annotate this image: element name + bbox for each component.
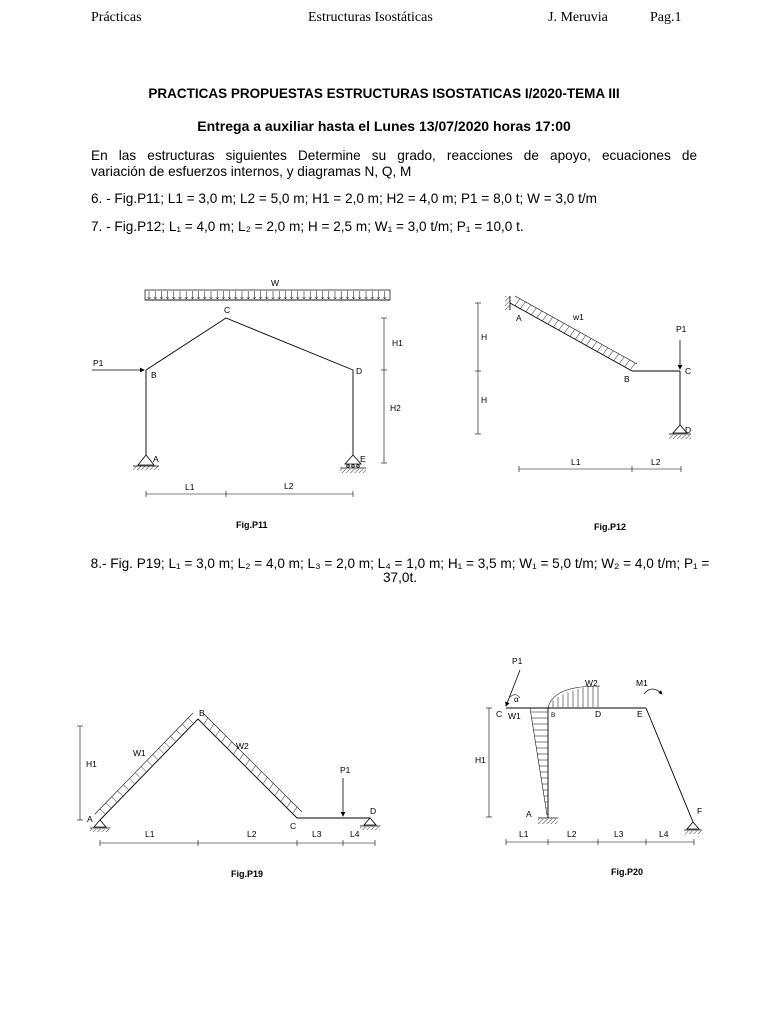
fig-p20-w1-load — [530, 708, 548, 815]
fig-p19-label-c: C — [290, 821, 297, 831]
load-arrow — [182, 724, 187, 729]
fig-p11-label-w: W — [271, 278, 280, 288]
fig-p12-distributed-load — [515, 296, 637, 370]
fig-p12-label-a: A — [516, 313, 522, 323]
load-arrow — [553, 320, 558, 327]
fig-p19-label-l4: L4 — [350, 829, 360, 839]
fig-p12-label-d: D — [685, 425, 692, 435]
fig-p20-frame — [506, 708, 693, 822]
fig-p19 — [77, 708, 380, 846]
load-arrow — [257, 771, 261, 777]
fig-p11 — [92, 278, 403, 497]
fig-p12-label-c: C — [685, 366, 692, 376]
fig-p19-label-h1: H1 — [86, 759, 97, 769]
fig-p12-label-p1: P1 — [676, 324, 687, 334]
load-arrow — [614, 354, 619, 361]
load-arrow — [106, 803, 111, 808]
page-subtitle: Entrega a auxiliar hasta el Lunes 13/07/2020 horas 17:00 — [197, 118, 571, 134]
fig-p20-w2-load — [548, 686, 600, 708]
load-arrow — [526, 305, 531, 312]
load-arrow — [293, 807, 297, 813]
problem-6: 6. - Fig.P11; L1 = 3,0 m; L2 = 5,0 m; H1 = 2,0 m; H2 = 4,0 m; P1 = 8,0 t; W = 3,0 t/m — [91, 191, 597, 206]
fig-p11-label-e: E — [360, 454, 366, 464]
load-arrow — [575, 332, 580, 339]
load-arrow — [216, 730, 220, 736]
fig-p20-label-w2: W2 — [585, 678, 598, 688]
fig-p19-label-l3: L3 — [312, 829, 322, 839]
fig-p11-label-h2: H2 — [390, 403, 401, 413]
header-section: Prácticas — [91, 10, 142, 25]
header-page: Pag.1 — [650, 10, 682, 25]
fig-p12 — [475, 296, 691, 472]
load-arrow — [188, 718, 193, 723]
load-arrow — [153, 754, 158, 759]
fig-p20-label-e: E — [637, 709, 643, 719]
fig-p11-frame — [146, 318, 353, 455]
fig-p20-label-p1: P1 — [512, 656, 523, 666]
fig-p19-label-l1: L1 — [145, 829, 155, 839]
fig-p20-label-l4: L4 — [659, 829, 669, 839]
load-arrow — [263, 777, 267, 783]
fig-p20-label-f: F — [697, 806, 703, 816]
load-arrow — [204, 718, 208, 724]
header-course: Estructuras Isostáticas — [308, 10, 433, 25]
fig-p19-label-p1: P1 — [340, 765, 351, 775]
fig-p19-label-w2: W2 — [236, 741, 249, 751]
load-arrow — [548, 317, 553, 324]
load-arrow — [619, 357, 624, 364]
load-arrow — [123, 785, 128, 790]
load-arrow — [170, 736, 175, 741]
load-arrow — [141, 767, 146, 772]
page-title: PRACTICAS PROPUESTAS ESTRUCTURAS ISOSTATICAS I/2020-TEMA III — [148, 86, 620, 101]
fig-p19-support-d — [360, 818, 380, 830]
fig-p19-caption: Fig.P19 — [231, 869, 264, 879]
fig-p11-label-b: B — [151, 370, 157, 380]
fig-p20-caption: Fig.P20 — [611, 867, 644, 877]
fig-p20-label-h1: H1 — [475, 755, 486, 765]
fig-p20-label-a: A — [526, 809, 532, 819]
fig-p19-label-a: A — [87, 814, 93, 824]
problem-8-line-2: 37,0t. — [382, 570, 417, 585]
load-arrow — [159, 748, 164, 753]
load-arrow — [564, 326, 569, 333]
load-arrow — [275, 789, 279, 795]
load-arrow — [210, 724, 214, 730]
fig-p19-label-d: D — [370, 806, 377, 816]
load-arrow — [559, 323, 564, 330]
fig-p12-fixed-wall — [505, 296, 510, 310]
load-arrow — [542, 314, 547, 321]
load-arrow — [246, 760, 250, 766]
fig-p19-dimensions — [77, 726, 375, 846]
fig-p11-label-d: D — [356, 366, 363, 376]
load-arrow — [269, 783, 273, 789]
fig-p12-caption: Fig.P12 — [594, 522, 627, 532]
fig-p20-label-alpha: α — [514, 695, 519, 704]
load-arrow — [515, 299, 520, 306]
load-arrow — [222, 736, 226, 742]
load-arrow — [597, 345, 602, 352]
load-arrow — [608, 351, 613, 358]
fig-p12-label-w1: w1 — [573, 312, 584, 322]
fig-p20-dimensions — [486, 708, 694, 845]
fig-p11-label-c: C — [224, 305, 231, 315]
fig-p20-support-f — [684, 822, 702, 834]
fig-p20-label-b: B — [551, 712, 556, 719]
load-arrow — [176, 730, 181, 735]
load-arrow — [592, 342, 597, 349]
fig-p19-frame — [100, 719, 370, 820]
fig-p19-label-w1: W1 — [133, 748, 146, 758]
problem-7: 7. - Fig.P12; L₁ = 4,0 m; L₂ = 2,0 m; H = 2,5 m; W₁ = 3,0 t/m; P₁ = 10,0 t. — [91, 219, 524, 234]
load-arrow — [100, 809, 105, 814]
load-arrow — [147, 760, 152, 765]
fig-p11-label-l1: L1 — [185, 482, 195, 492]
fig-p11-label-h1: H1 — [392, 338, 403, 348]
fig-p20-m1-moment — [644, 689, 662, 694]
fig-p12-label-h-top: H — [481, 332, 488, 342]
load-arrow — [531, 308, 536, 315]
fig-p20-label-l2: L2 — [567, 829, 577, 839]
fig-p19-label-b: B — [199, 708, 205, 718]
fig-p11-distributed-load — [145, 290, 390, 300]
header-author: J. Meruvia — [548, 10, 608, 25]
fig-p12-label-b: B — [624, 374, 630, 384]
load-arrow — [287, 801, 291, 807]
fig-p12-label-h-bottom: H — [481, 395, 488, 405]
fig-p20-label-l3: L3 — [614, 829, 624, 839]
fig-p20-support-a — [538, 818, 558, 824]
fig-p20-label-l1: L1 — [519, 829, 529, 839]
load-arrow — [118, 791, 123, 796]
load-arrow — [228, 742, 232, 748]
fig-p20-label-c: C — [496, 709, 503, 719]
fig-p12-label-l1: L1 — [571, 457, 581, 467]
fig-p19-distributed-loads — [95, 713, 302, 814]
fig-p11-caption: Fig.P11 — [236, 520, 268, 530]
fig-p20-label-m1: M1 — [636, 678, 648, 688]
fig-p19-label-l2: L2 — [247, 829, 257, 839]
fig-p20-label-d: D — [595, 709, 602, 719]
fig-p11-label-l2: L2 — [284, 481, 294, 491]
load-arrow — [112, 797, 117, 802]
fig-p12-frame — [510, 303, 680, 425]
fig-p12-label-l2: L2 — [651, 457, 661, 467]
load-arrow — [281, 795, 285, 801]
fig-p20-label-w1: W1 — [508, 711, 521, 721]
load-arrow — [581, 335, 586, 342]
fig-p11-label-a: A — [153, 454, 159, 464]
intro-line-2: variación de esfuerzos internos, y diagramas N, Q, M — [91, 164, 412, 179]
fig-p12-dimensions — [475, 303, 681, 472]
load-arrow — [603, 348, 608, 355]
load-arrow — [630, 363, 635, 370]
load-arrow — [520, 302, 525, 309]
problem-8-line-1: 8.- Fig. P19; L₁ = 3,0 m; L₂ = 4,0 m; L₃ = 2,0 m; L₄ = 1,0 m; H₁ = 3,5 m; W₁ = 5,0 t/m; W₂ = 4,0 t/m; P₁ = — [90, 556, 710, 571]
load-arrow — [586, 339, 591, 346]
fig-p19-support-a — [90, 820, 110, 832]
load-arrow — [135, 773, 140, 778]
fig-p11-label-p1: P1 — [93, 358, 104, 368]
load-arrow — [165, 742, 170, 747]
load-arrow — [570, 329, 575, 336]
load-arrow — [129, 779, 134, 784]
intro-line-1: En las estructuras siguientes Determine su grado, reacciones de apoyo, ecuaciones de — [91, 148, 697, 163]
load-arrow — [625, 360, 630, 367]
load-arrow — [251, 765, 255, 771]
load-arrow — [537, 311, 542, 318]
fig-p20 — [475, 656, 702, 845]
load-arrow — [240, 754, 244, 760]
